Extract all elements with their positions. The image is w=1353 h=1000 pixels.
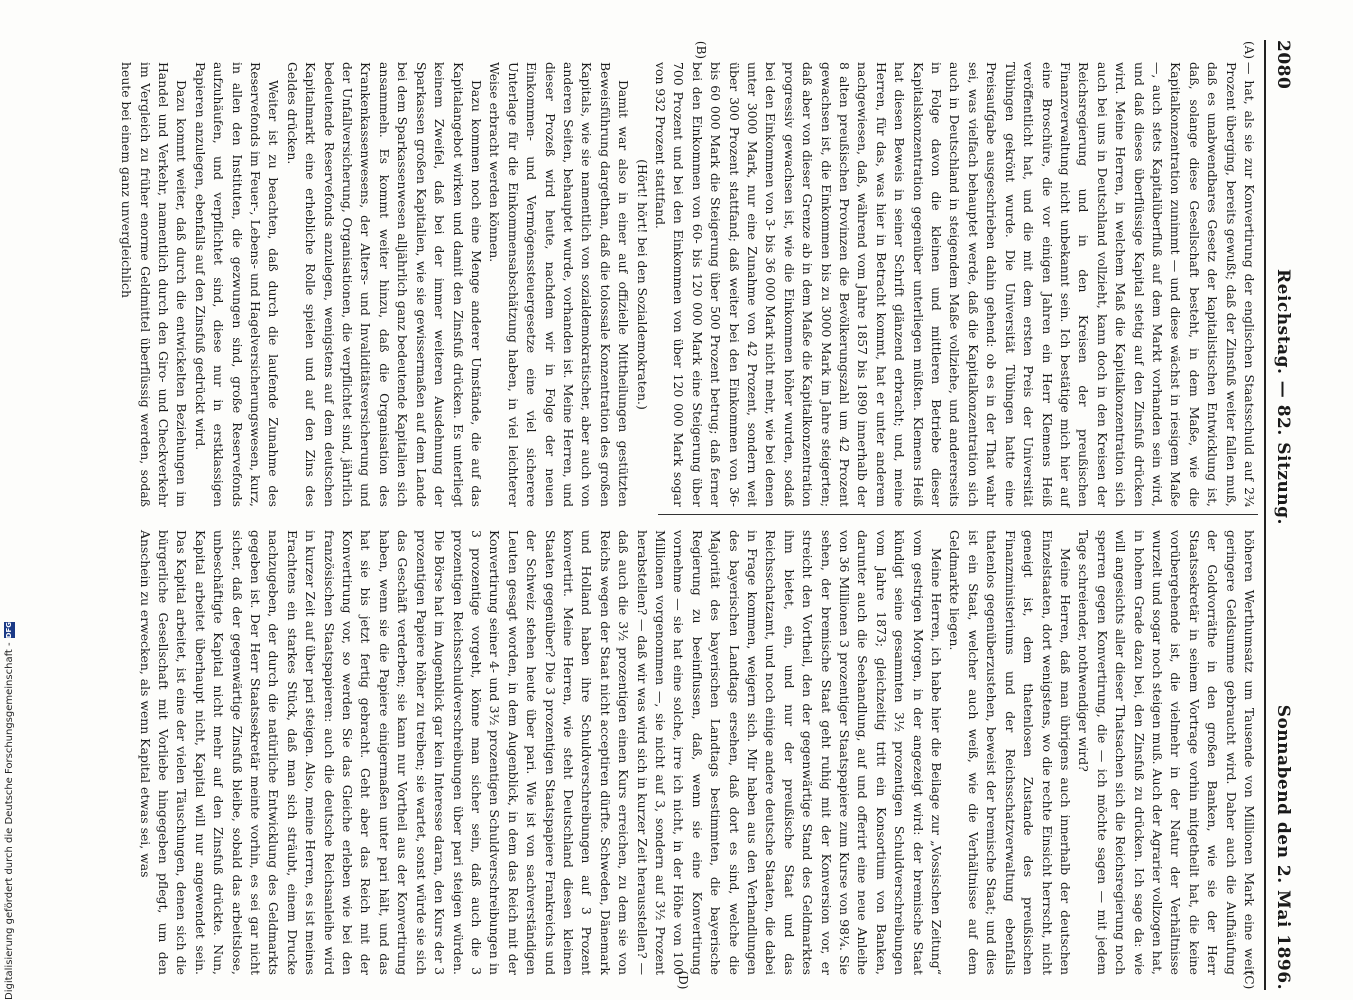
page-number: 2080 [1273, 40, 1293, 90]
paragraph-interjection: (Hört! hört! bei den Sozialdemokraten.) [634, 159, 650, 410]
running-head [1266, 40, 1300, 990]
paragraph: — hat, als sie zur Konvertirung der englischen Staatsschuld auf 2¾ Prozent überging, bereits gewußt; daß der Zinsfuß weiter fallen muß, daß es unabwendbares Gesetz der kapitalistischen Entwicklung ist, daß, solange diese Gesellschaft besteht, in dem Maße, wie die Kapitalkonzentration zunimmt — und diese wächst in riesigem Maße —, auch stets Kapitalüberfluß auf dem Markt vorhanden sein wird, und daß dieses überflüssige Kapital stetig auf den Zinsfuß drücken wird. Meine Herren, in welchem Maß die Kapitalkonzentration sich auch bei uns in Deutschland vollzieht, kann doch in den Kreisen der Reichsregierung und in den Kreisen der preußischen Finanzverwaltung nicht unbekannt sein. Ich bestätige mich hier auf eine Broschüre, die vor einigen Jahren ein Herr Klemens Heiß veröffentlicht hat, und die mit dem ersten Preis der Universität Tübingen gekrönt wurde. Die Universität Tübingen hatte eine Preisaufgabe ausgeschrieben dahin gehend: ob es in der That wahr sei, was vielfach behauptet werde, daß die Kapitalkonzentration sich auch in Deutschland in steigendem Maße vollziehe, und andererseits in Folge davon die kleinen und mittleren Betriebe dieser Kapitalskonzentration gegenüber unterliegen müßten. Klemens Heiß hat diesen Beweis in seiner Schrift glänzend erbracht; und, meine Herren, für das, was hier in Betracht kommt, hat er unter anderem nachgewiesen, daß, während vom Jahre 1857 bis 1890 innerhalb der 8 alten preußischen Provinzen die Bevölkerungszahl um 42 Prozent gewachsen ist, die Einkommen bis zu 3000 Mark im Jahre steigerten; daß aber von dieser Grenze ab in dem Maße die Kapitalkonzentration progressiv gewachsen ist, wie die Einkommen höher wurden, sodaß bei den Einkommen von 3- bis 36 000 Mark nicht mehr, wie bei denen unter 3000 Mark, nur eine Zunahme von 42 Prozent, sondern weit über 300 Prozent stattfand; daß weiter bei den Einkommen von 36- bis 60 000 Mark die Steigerung über 500 Prozent betrug; daß ferner bei den Einkommen von 60- bis 120 000 Mark eine Steigerung über 700 Prozent und bei den Einkommen von über 120 000 Mark sogar von 932 Prozent stattfand. [653, 62, 1257, 507]
dfg-logo: DFG [4, 622, 13, 639]
margin-marker-b: (B) [694, 40, 708, 60]
header-rule [1264, 40, 1266, 990]
paragraph: Meine Herren, ich habe hier die Beilage zur „Vossischen Zeitung“ vom gestrigen Morgen, in der angezeigt wird: der bremische Staat kündigt seine gesammten 3½ prozentigen Schuldverschreibungen vom Jahre 1873; gleichzeitig tritt ein Konsortium von Banken, darunter auch die Seehandlung, auf und offerirt eine neue Anleihe von 36 Millionen 3 prozentiger Staatspapiere zum Kurse von 98¼. Sie sehen, der bremische Staat geht ruhig mit der Konversion vor, er streicht den Vortheil, den der gegenwärtige Stand des Geldmarktes ihm bietet, ein, und nur der preußische Staat und das Reichsschatzamt, und noch einige andere deutsche Staaten, die dabei in Frage kommen, weigern sich. Mir haben aus den Verhandlungen des bayerischen Landtags ersehen, daß dort es sind, welche die Majorität des bayerischen Landtags bestimmten, die bayerische Regierung zu beeinflussen, daß, wenn sie eine Konvertirung vornehme — sie hat eine solche, irre ich nicht, in der Höhe von 100 Millionen vorgenommen —, sie nicht auf 3, sondern auf 3½ Prozent herabstellen? — daß wir was wird sich in kurzer Zeit herausstellen? — daß auch die 3½ prozentigen einen Kurs erreichen, zu dem sie von Reichs wegen der Staat nicht acceptiren dürfte. Schweden, Dänemark und Holland haben ihre Schuldverschreibungen auf 3 Prozent konvertirt. Meine Herren, wie steht Deutschland diesen kleinen Staaten gegenüber? Die 3 prozentigen Staatspapiere Frankreichs und der Schweiz stehen heute über pari. Wie ist von sachverständigen Leuten gesagt worden, in dem Augenblick, in dem das Reich mit der Konvertirung seiner 4- und 3½ prozentigen Schuldverschreibungen in 3 prozentige vorgeht, könne man sicher sein, daß auch die 3 prozentigen Reichsschuldverschreibungen über pari steigen würden. Die Börse hat im Augenblick gar kein Interesse daran, den Kurs der 3 prozentigen Papiere höher zu treiben; sie wartet, sonst würde sie sich das Geschäft verderben; sie kann nur Vortheil aus der Konvertirung haben, wenn sie die Papiere einigermaßen unter pari hält, und das hat sie bis jetzt fertig gebracht. Geht aber das Reich mit der Konvertirung vor, so werden Sie das Gleiche erleben wie bei den französischen Staatspapieren: auch die deutsche Reichsanleihe wird in kurzer Zeit auf über pari steigen. Also, meine Herren, es ist meines Erachtens ein starkes Stück, daß man sich sträubt, einem Drucke nachzugeben, der durch die natürliche Entwicklung des Geldmarkts gegeben ist. Der Herr Staatssekretär meinte vorhin, es sei gar nicht sicher, daß der gegenwärtige Zinsfuß bleibe, sobald das arbeitslose, unbeschäftigte Kapital nicht mehr auf den Zinsfuß drückte. Nun, Kapital arbeitet überhaupt nicht, Kapital will nur angewendet sein. Das Kapital arbeitet, ist eine der vielen Täuschungen, denen sich die bürgerliche Gesellschaft mit Vorliebe hingegeben pflegt, um den Anschein zu erwecken, als wenn Kapital etwas sei, was [137, 530, 945, 975]
paragraph: Dazu kommen noch eine Menge anderer Umstände, die auf das Kapitalangebot wirken und damit den Zinsfuß drücken. Es unterliegt keinem Zweifel, daß bei der immer weiteren Ausdehnung der Sparkassen großen Kapitalien, wie sie gewissermaßen auf dem Lande bei dem Sparkassenwesen alljährlich ganz bedeutende Kapitalien sich ansammeln. Es kommt weiter hinzu, daß die Organisation des Krankenkassenwesens, der Alters- und Invaliditätsversicherung und der Unfallversicherung, Organisationen, die verpflichtet sind, jährlich bedeutende Reservefonds anzulegen, wenigstens auf dem deutschen Kapitalmarkt eine erhebliche Rolle spielen und auf den Zins des Geldes drücken. [284, 62, 484, 507]
paragraph: höheren Werthumsatz um Tausende von Millionen Mark eine weit geringere Geldsumme gebraucht wird. Daher auch die Aufhäufung der Goldvorräthe in den großen Banken, wie sie der Herr Staatssekretär in seinem Vortrage vorhin mitgetheilt hat, die keine vorübergehende ist, die vielmehr in der Natur der Verhältnisse wurzelt und sogar noch steigen muß. Auch der Agrarier vollzogen hat, in hohem Grade dazu bei, den Zinsfuß zu drücken. Ich sage da: wie will angesichts aller dieser Thatsachen sich die Reichsregierung noch sperren gegen Konvertirung, die — ich möchte sagen — mit jedem Tage schreiender, nothwendiger wird? [1076, 530, 1257, 975]
digitization-footer [2, 180, 16, 1000]
column-divider [658, 514, 1258, 515]
margin-marker-d: (D) [676, 970, 690, 990]
paragraph: Meine Herren, daß man übrigens auch innerhalb der deutschen Einzelstaaten, dort wenigstens, wo die rechte Einsicht herrscht, nicht geneigt ist, dem thatenlosen Zustande des preußischen Finanzministeriums und der Reichsschatzverwaltung ebenfalls thatenlos gegenüberzustehen, beweist der bremische Staat; und dies ist ein Staat, welcher auch weiß, wie die Verhältnisse auf dem Geldmarkte liegen. [947, 530, 1073, 975]
paragraph: Damit war also in einer auf offizielle Mittheilungen gestützten Beweisführung dargethan, daß die tolossale Konzentration des großen Kapitals, wie sie namentlich von sozialdemokratischer, aber auch von anderen Seiten, behauptet wurde, vorhanden ist. Meine Herren, und dieser Prozeß wird heute, nachdem wir in Folge der neuen Einkommen- und Vermögenssteuergesetze eine viel sicherere Unterlage für die Einkommensabschätzung haben, in viel leichterer Weise erbracht werden können. [487, 62, 632, 507]
sitting-date: Sonnabend den 2. Mai 1896. [1273, 704, 1293, 990]
margin-marker-a: (A) [1242, 40, 1256, 60]
footer-text: Digitalisierung gefördert durch die Deutsche Forschungsgemeinschaft - [3, 642, 15, 1000]
text-column-right [137, 530, 1258, 975]
scanned-page [35, 40, 1300, 990]
margin-marker-c: (C) [1242, 970, 1256, 990]
running-title: Reichstag. — 82. Sitzung. [1273, 269, 1293, 525]
text-column-left [119, 62, 1258, 507]
paragraph: Dazu kommt weiter, daß durch die entwickelten Beziehungen im Handel und Verkehr, namentlich durch den Giro- und Checkverkehr im Vergleich zu früher enorme Geldmittel überflüssig werden, sodaß heute bei einem ganz unvergleichlich [119, 62, 190, 507]
paragraph: Weiter ist zu beachten, daß durch die laufende Zunahme des Reservefonds im Feuer-, Lebens- und Hagelversicherungswesen, kurz, in allen den Instituten, die gezwungen sind, große Reservefonds aufzuhäufen, und verpflichtet sind, diese nur in erstklassigen Papieren anzulegen, ebenfalls auf den Zinsfuß gedrückt wird. [192, 62, 282, 507]
